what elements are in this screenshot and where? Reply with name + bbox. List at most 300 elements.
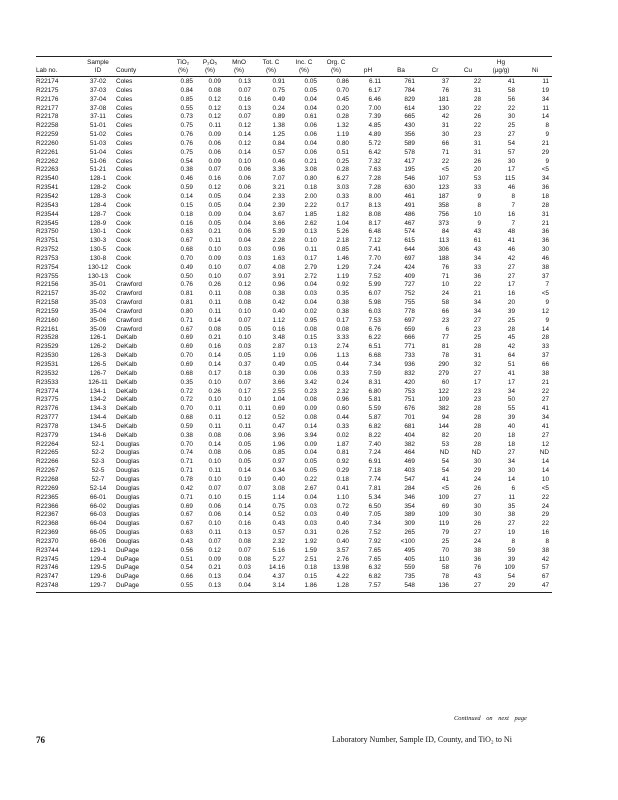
table-cell: 4.08: [272, 263, 285, 271]
table-cell: DuPage: [116, 582, 170, 592]
table-cell: R23529: [36, 343, 59, 351]
column-header: (%): [320, 67, 352, 77]
table-cell: 0.10: [238, 396, 251, 404]
table-cell: R23753: [36, 254, 59, 262]
table-cell: 6.17: [368, 86, 381, 94]
table-cell: 0.05: [238, 458, 251, 466]
table-cell: 0.52: [272, 414, 285, 422]
table-cell: R23779: [36, 431, 59, 439]
table-cell: 25: [507, 316, 515, 324]
table-cell: 0.05: [238, 440, 251, 448]
table-cell: 0.37: [238, 361, 251, 368]
table-cell: 0.04: [304, 104, 317, 112]
table-cell: 128-7: [89, 210, 107, 218]
table-cell: 76: [441, 263, 449, 271]
table-cell: Cook: [116, 201, 131, 209]
table-cell: 31: [473, 148, 481, 156]
table-cell: 0.10: [208, 493, 221, 501]
table-cell: 0.04: [238, 219, 251, 227]
table-cell: 0.04: [304, 493, 317, 501]
table-cell: 28: [473, 95, 481, 103]
table-cell: 4.89: [368, 131, 381, 139]
column-header-top: [384, 57, 418, 68]
table-cell: 0.08: [336, 325, 349, 333]
table-cell: 39: [507, 414, 515, 422]
table-cell: 0.38: [336, 299, 349, 307]
header-row-top: [36, 57, 552, 68]
table-cell: DuPage: [116, 573, 140, 581]
table-cell: 7.92: [368, 537, 381, 545]
table-cell: 0.03: [238, 343, 251, 351]
table-cell: 7.41: [368, 246, 381, 254]
table-cell: 0.33: [336, 192, 349, 200]
table-cell: 7.32: [368, 157, 381, 165]
table-cell: 122: [438, 387, 449, 395]
table-cell: 0.11: [305, 246, 317, 254]
table-row: [36, 273, 552, 282]
table-cell: 0.10: [304, 237, 317, 245]
table-cell: 0.09: [208, 131, 221, 139]
table-cell: 0.03: [238, 246, 251, 254]
table-cell: 0.16: [208, 343, 221, 351]
table-cell: Cook: [116, 184, 131, 192]
table-cell: 3.36: [272, 166, 285, 174]
table-cell: 0.06: [238, 166, 251, 174]
table-row: [36, 228, 552, 237]
table-cell: 51-03: [89, 139, 107, 147]
table-cell: 346: [404, 493, 415, 501]
table-cell: 0.04: [238, 192, 251, 200]
table-row: [36, 467, 552, 476]
table-row: [36, 503, 552, 512]
table-cell: 0.06: [238, 449, 251, 457]
table-cell: R22366: [36, 502, 59, 510]
table-cell: 34: [507, 458, 515, 466]
table-cell: R23532: [36, 369, 59, 377]
table-row: [36, 158, 552, 167]
table-cell: 28: [507, 325, 515, 333]
table-cell: 9: [545, 299, 549, 307]
table-cell: 7.57: [352, 582, 384, 592]
table-cell: 6.91: [368, 458, 381, 466]
table-cell: ND: [471, 449, 481, 457]
table-cell: 752: [404, 290, 415, 298]
table-cell: 0.14: [304, 422, 317, 430]
table-cell: 0.70: [180, 440, 193, 448]
table-cell: 8.17: [368, 219, 381, 227]
table-cell: 130: [438, 104, 449, 112]
table-cell: 0.26: [208, 387, 221, 395]
table-cell: 0.11: [239, 405, 251, 413]
table-cell: Coles: [116, 86, 133, 94]
table-cell: 144: [438, 422, 449, 430]
table-cell: 66-03: [89, 511, 107, 519]
table-cell: DeKalb: [116, 361, 137, 368]
table-cell: 1.19: [272, 352, 285, 360]
table-cell: 0.23: [304, 387, 317, 395]
table-cell: 578: [404, 148, 415, 156]
table-cell: 4.22: [336, 573, 349, 581]
table-cell: 18: [507, 431, 515, 439]
table-cell: 3.66: [272, 219, 285, 227]
table-cell: 0.52: [272, 511, 285, 519]
table-cell: 7.40: [368, 440, 381, 448]
table-cell: DeKalb: [116, 369, 137, 377]
table-cell: 0.05: [304, 86, 317, 94]
column-header-top: Inc. C: [288, 57, 320, 68]
table-cell: 0.76: [180, 131, 193, 139]
table-cell: 0.11: [209, 529, 221, 537]
table-cell: 0.11: [239, 422, 251, 430]
table-cell: 7.74: [368, 475, 381, 483]
table-cell: 36: [541, 228, 549, 236]
table-cell: 66: [441, 307, 449, 315]
table-cell: 9: [545, 131, 549, 139]
table-cell: 0.21: [304, 157, 317, 165]
table-header: [36, 57, 552, 77]
table-cell: Cook: [116, 219, 131, 227]
table-cell: 107: [438, 175, 449, 183]
table-cell: 0.67: [180, 520, 193, 528]
table-cell: 126-5: [89, 361, 107, 368]
table-cell: 34: [541, 414, 549, 422]
table-cell: 546: [404, 175, 415, 183]
table-cell: 34: [473, 299, 481, 307]
table-cell: 27: [507, 449, 515, 457]
table-cell: 126-11: [88, 378, 108, 386]
table-cell: 52-7: [91, 475, 105, 483]
table-cell: 0.14: [238, 148, 251, 156]
table-cell: DeKalb: [116, 378, 137, 386]
table-cell: 16: [507, 210, 515, 218]
table-cell: 0.86: [336, 78, 349, 85]
table-cell: 0.63: [180, 228, 193, 236]
table-cell: 733: [404, 352, 415, 360]
table-cell: Coles: [116, 148, 133, 156]
table-cell: 0.15: [180, 201, 193, 209]
table-cell: 0.56: [180, 546, 193, 554]
table-cell: 0.44: [336, 361, 349, 368]
table-cell: 0.96: [336, 396, 349, 404]
table-cell: DeKalb: [116, 334, 137, 342]
table-cell: 66: [441, 139, 449, 147]
table-cell: 0.72: [180, 387, 193, 395]
table-row: [36, 582, 552, 592]
table-cell: 0.04: [304, 299, 317, 307]
table-cell: 0.71: [180, 467, 193, 475]
table-cell: 129-4: [89, 555, 107, 563]
table-cell: 0.14: [238, 131, 251, 139]
table-cell: 559: [404, 564, 415, 572]
table-cell: R23540: [36, 175, 59, 183]
table-cell: 761: [404, 78, 415, 85]
table-cell: 0.59: [180, 184, 193, 192]
table-cell: 0.68: [180, 246, 193, 254]
table-cell: 6.82: [368, 573, 381, 581]
table-cell: 0.57: [272, 529, 285, 537]
table-cell: 0.18: [304, 184, 317, 192]
table-cell: 0.97: [272, 458, 285, 466]
table-cell: R23748: [36, 582, 80, 592]
table-cell: R23531: [36, 361, 59, 368]
table-cell: 0.43: [272, 520, 285, 528]
table-cell: <5: [541, 484, 549, 492]
table-cell: 356: [404, 131, 415, 139]
table-cell: 9: [477, 219, 481, 227]
table-cell: 467: [404, 219, 415, 227]
table-cell: 0.04: [224, 582, 254, 592]
table-cell: 17: [507, 166, 515, 174]
table-cell: R22177: [36, 104, 59, 112]
column-header: Ni: [518, 67, 552, 77]
table-cell: Coles: [116, 131, 133, 139]
table-cell: R22265: [36, 449, 59, 457]
table-cell: 28: [541, 201, 549, 209]
table-cell: 0.05: [208, 201, 221, 209]
table-cell: 0.91: [272, 78, 285, 85]
table-cell: 181: [438, 95, 449, 103]
table-row: [36, 538, 552, 547]
table-cell: 0.81: [336, 449, 349, 457]
table-cell: 0.70: [180, 352, 193, 360]
table-row: [36, 175, 552, 184]
table-cell: Douglas: [116, 493, 140, 501]
table-cell: 1.82: [336, 210, 349, 218]
table-cell: 42: [507, 254, 515, 262]
table-cell: 0.59: [180, 422, 193, 430]
table-cell: DeKalb: [116, 431, 137, 439]
table-cell: 21: [541, 378, 549, 386]
table-cell: 0.38: [272, 290, 285, 298]
table-cell: 0.07: [238, 86, 251, 94]
table-cell: 0.07: [238, 263, 251, 271]
table-cell: 6.11: [369, 78, 381, 85]
table-cell: 7: [545, 281, 549, 289]
table-cell: 0.12: [238, 139, 251, 147]
table-cell: R23752: [36, 246, 59, 254]
table-cell: 4.85: [368, 122, 381, 130]
table-cell: <5: [441, 484, 449, 492]
table-cell: 30: [507, 113, 515, 121]
table-cell: 0.18: [238, 369, 251, 377]
table-cell: 2.76: [336, 555, 349, 563]
table-cell: 14: [507, 475, 515, 483]
table-cell: 128-3: [89, 192, 107, 200]
table-cell: 778: [404, 307, 415, 315]
table-cell: 0.05: [238, 325, 251, 333]
table-cell: R22264: [36, 440, 59, 448]
table-cell: R23530: [36, 352, 59, 360]
table-row: [36, 414, 552, 423]
table-cell: 0.10: [238, 157, 251, 165]
table-cell: 20: [507, 299, 515, 307]
table-cell: 119: [438, 520, 449, 528]
table-cell: 67: [541, 573, 549, 581]
table-cell: 3.66: [272, 378, 285, 386]
table-cell: Cook: [116, 254, 131, 262]
table-cell: 290: [438, 361, 449, 368]
table-cell: 13.98: [333, 564, 349, 572]
table-cell: 0.75: [272, 502, 285, 510]
table-cell: 82: [441, 431, 449, 439]
table-cell: 0.07: [208, 484, 221, 492]
table-cell: R22159: [36, 307, 59, 315]
table-cell: 404: [404, 431, 415, 439]
table-cell: Cook: [116, 263, 131, 271]
table-cell: 78: [441, 352, 449, 360]
table-cell: DuPage: [116, 555, 140, 563]
table-cell: 3.21: [272, 184, 285, 192]
table-cell: 6: [445, 325, 449, 333]
table-cell: R23543: [36, 201, 59, 209]
table-cell: 27: [452, 582, 484, 592]
table-cell: 8: [477, 201, 481, 209]
table-cell: 22: [473, 78, 481, 85]
table-cell: 8: [511, 537, 515, 545]
table-row: [36, 193, 552, 202]
table-cell: 1.19: [336, 131, 349, 139]
table-cell: 0.04: [238, 573, 251, 581]
column-header: (%): [224, 67, 254, 77]
column-header: Cu: [452, 67, 484, 77]
table-cell: 8: [545, 122, 549, 130]
table-cell: 0.84: [272, 139, 285, 147]
table-cell: 3.67: [272, 210, 285, 218]
table-cell: 3.48: [272, 334, 285, 342]
table-row: [36, 131, 552, 140]
table-row: [36, 166, 552, 175]
table-cell: 123: [438, 184, 449, 192]
table-cell: DeKalb: [116, 343, 137, 351]
table-cell: 0.08: [208, 86, 221, 94]
table-cell: 0.84: [180, 86, 193, 94]
table-cell: Coles: [116, 166, 133, 174]
table-cell: 0.69: [272, 405, 285, 413]
table-cell: 25: [441, 537, 449, 545]
table-cell: DuPage: [116, 546, 140, 554]
table-cell: 37: [541, 272, 549, 280]
table-cell: 0.07: [238, 113, 251, 121]
table-cell: R22266: [36, 458, 59, 466]
table-cell: 0.76: [180, 281, 193, 289]
table-cell: 54: [507, 139, 515, 147]
table-cell: DeKalb: [116, 422, 137, 430]
column-header-top: TiO₂: [170, 57, 196, 68]
table-cell: 6.51: [368, 343, 381, 351]
table-cell: 0.40: [272, 307, 285, 315]
table-cell: 0.08: [238, 299, 251, 307]
table-cell: 0.13: [238, 78, 251, 85]
table-cell: 1.29: [336, 263, 349, 271]
table-cell: 0.11: [209, 299, 221, 307]
table-cell: 469: [404, 458, 415, 466]
table-cell: R23533: [36, 378, 59, 386]
table-cell: 0.33: [336, 422, 349, 430]
table-cell: 2.00: [304, 192, 317, 200]
table-cell: 27: [541, 431, 549, 439]
table-row: [36, 122, 552, 131]
table-row: [36, 573, 552, 582]
table-cell: 0.08: [208, 449, 221, 457]
table-cell: 11: [508, 493, 515, 501]
table-cell: 9: [477, 192, 481, 200]
table-cell: 697: [404, 316, 415, 324]
table-cell: 7.24: [368, 263, 381, 271]
column-header-top: [352, 57, 384, 68]
table-cell: 28: [473, 414, 481, 422]
table-cell: 0.14: [208, 352, 221, 360]
table-cell: 0.69: [180, 361, 193, 368]
table-cell: R22259: [36, 131, 59, 139]
table-cell: 7.63: [368, 166, 381, 174]
table-cell: 46: [507, 184, 515, 192]
table-cell: 6.76: [368, 325, 381, 333]
table-cell: 77: [441, 334, 449, 342]
table-cell: 0.25: [336, 157, 349, 165]
table-cell: 31: [473, 352, 481, 360]
table-cell: 41: [507, 78, 515, 85]
table-cell: 30: [507, 467, 515, 475]
table-cell: R22178: [36, 113, 59, 121]
table-cell: 54: [507, 573, 515, 581]
column-header: Cr: [418, 67, 452, 77]
table-cell: 46: [507, 246, 515, 254]
table-cell: 0.49: [180, 263, 193, 271]
table-cell: 2.55: [272, 387, 285, 395]
table-cell: 0.17: [336, 201, 349, 209]
table-cell: 0.54: [180, 157, 193, 165]
table-cell: 574: [404, 228, 415, 236]
table-cell: 0.09: [208, 157, 221, 165]
table-cell: 0.38: [180, 166, 193, 174]
table-cell: 676: [404, 405, 415, 413]
table-cell: 0.07: [238, 546, 251, 554]
table-cell: 31: [441, 122, 449, 130]
table-cell: 644: [404, 246, 415, 254]
table-cell: 188: [438, 254, 449, 262]
table-cell: 0.16: [238, 95, 251, 103]
table-cell: 0.24: [336, 378, 349, 386]
table-row: [36, 96, 552, 105]
table-cell: 17: [507, 281, 515, 289]
table-cell: 51-04: [89, 148, 107, 156]
table-cell: ND: [539, 449, 549, 457]
table-cell: 0.06: [304, 131, 317, 139]
table-cell: 78: [441, 573, 449, 581]
table-cell: 0.40: [336, 520, 349, 528]
table-cell: 0.11: [209, 122, 221, 130]
table-cell: R23744: [36, 546, 59, 554]
table-cell: 495: [404, 546, 415, 554]
table-cell: 0.17: [336, 316, 349, 324]
table-cell: 10: [441, 281, 449, 289]
table-cell: 0.05: [208, 219, 221, 227]
table-cell: R23777: [36, 414, 59, 422]
continued-note: Continued on next page: [454, 715, 527, 722]
table-cell: 0.10: [208, 458, 221, 466]
table-cell: 37-04: [89, 95, 107, 103]
table-cell: 0.14: [208, 361, 221, 368]
table-cell: 0.68: [180, 369, 193, 377]
table-cell: 8.00: [368, 192, 381, 200]
table-cell: 0.63: [180, 529, 193, 537]
table-cell: 6.80: [368, 387, 381, 395]
table-cell: R22261: [36, 148, 59, 156]
column-header: (%): [170, 67, 196, 77]
table-cell: 21: [541, 139, 549, 147]
table-cell: 2.74: [336, 343, 349, 351]
table-cell: 0.03: [304, 511, 317, 519]
